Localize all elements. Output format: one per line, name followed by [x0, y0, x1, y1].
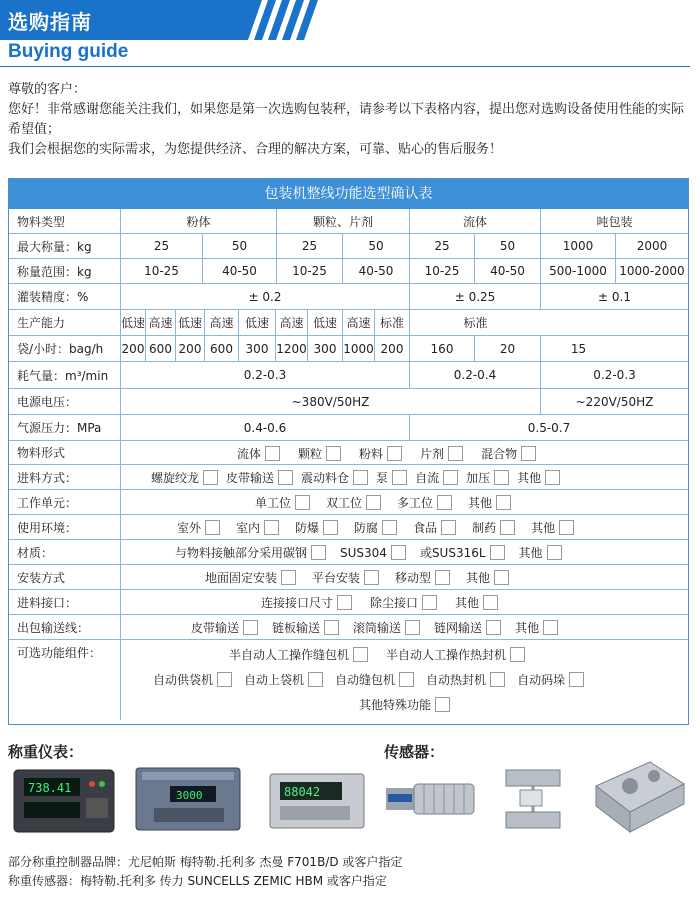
- option-component-label: 半自动人工操作热封机: [386, 647, 507, 662]
- intro-body: 您好！非常感谢您能关注我们，如果您是第一次选购包装秤，请参考以下表格内容，提出您对选购设备使用性能的实际希望值；: [8, 102, 685, 137]
- unit-option-checkbox[interactable]: [496, 495, 511, 510]
- form-option-label: 片剂: [420, 446, 445, 461]
- env-option-label: 制药: [472, 521, 497, 535]
- table-title: 包装机整线功能选型确认表: [9, 179, 688, 209]
- port-option-label: 其他: [455, 596, 480, 610]
- intro-closing: 我们会根据您的实际需求，为您提供经济、合理的解决方案，可靠、贴心的售后服务！: [8, 142, 503, 157]
- option-component-label: 其他特殊功能: [359, 697, 432, 712]
- install-row-label: 安装方式: [9, 565, 121, 589]
- form-option-checkbox[interactable]: [448, 446, 463, 461]
- accuracy-cell: ± 0.25: [410, 284, 541, 309]
- output-row-label: 出包输送线：: [9, 615, 121, 639]
- env-row-label: 使用环境：: [9, 515, 121, 539]
- max-weight-cell: 25: [277, 234, 343, 258]
- range-cell: 500-1000: [541, 259, 616, 283]
- feed-option-label: 自流: [415, 471, 440, 485]
- option-component-checkbox[interactable]: [435, 697, 450, 712]
- bags-cell: 1000: [343, 336, 375, 361]
- form-option-checkbox[interactable]: [387, 446, 402, 461]
- unit-option-checkbox[interactable]: [295, 495, 310, 510]
- option-component-checkbox[interactable]: [399, 672, 414, 687]
- form-option-label: 混合物: [481, 446, 518, 461]
- weighing-indicator-3-image: [268, 770, 368, 834]
- max-weight-row: [9, 234, 688, 259]
- shear-beam-sensor-image: [590, 756, 688, 836]
- feed-option-label: 螺旋绞龙: [151, 471, 200, 485]
- unit-row-label: 工作单元：: [9, 490, 121, 514]
- options-row: [9, 640, 688, 720]
- controller-brands: 部分称重控制器品牌：尤尼帕斯 梅特勒.托利多 杰曼 F701B/D 或客户指定: [8, 855, 403, 869]
- intro-greeting: 尊敬的客户：: [8, 82, 87, 97]
- install-option-checkbox[interactable]: [435, 570, 450, 585]
- unit-option-label: 其他: [468, 496, 493, 510]
- max-weight-cell: 2000: [636, 239, 668, 253]
- max-weight-cell: 25: [410, 234, 475, 258]
- feed-option-checkbox[interactable]: [545, 470, 560, 485]
- capacity-row-label: 生产能力: [9, 310, 121, 335]
- pressure-cell: 0.4-0.6: [121, 415, 410, 440]
- power-cell: ~380V/50HZ: [121, 389, 541, 414]
- weighing-indicator-1-image: [12, 768, 117, 836]
- bags-cell: 20: [475, 336, 541, 361]
- speed-cell: 标准: [375, 310, 410, 335]
- output-option-checkbox[interactable]: [543, 620, 558, 635]
- form-row-label: 物料形式: [9, 441, 121, 464]
- range-row-label: 称量范围：kg: [9, 259, 121, 283]
- option-component-label: 自动缝包机: [335, 672, 396, 687]
- speed-cell: 高速: [205, 310, 239, 335]
- feed-option-checkbox[interactable]: [278, 470, 293, 485]
- option-component-label: 自动供袋机: [153, 672, 214, 687]
- accuracy-cell: ± 0.2: [121, 284, 410, 309]
- bags-cell: 200: [121, 336, 146, 361]
- air-cell: 0.2-0.3: [593, 368, 636, 382]
- feed-option-checkbox[interactable]: [353, 470, 368, 485]
- power-row: [9, 389, 688, 415]
- form-option-label: 颗粒: [298, 446, 323, 461]
- unit-option-checkbox[interactable]: [437, 495, 452, 510]
- material-option-checkbox[interactable]: [490, 545, 505, 560]
- option-component-checkbox[interactable]: [217, 672, 232, 687]
- option-component-label: 自动码垛: [517, 672, 566, 687]
- option-component-label: 自动热封机: [426, 672, 487, 687]
- range-cell: 40-50: [475, 259, 541, 283]
- feed-option-label: 其他: [517, 471, 542, 485]
- accuracy-row-label: 灌装精度：%: [9, 284, 121, 309]
- material-type-row: [9, 209, 688, 234]
- option-component-checkbox[interactable]: [353, 647, 368, 662]
- env-option-label: 其他: [531, 521, 556, 535]
- option-component-checkbox[interactable]: [308, 672, 323, 687]
- feed-option-label: 震动料仓: [301, 471, 350, 485]
- bags-cell: 300: [239, 336, 276, 361]
- pressure-cell: 0.5-0.7: [527, 420, 571, 435]
- material-option-label: 与物料接触部分采用碳钢: [175, 546, 308, 560]
- feed-option-checkbox[interactable]: [494, 470, 509, 485]
- install-option-label: 平台安装: [312, 571, 361, 585]
- speed-cell: 高速: [276, 310, 308, 335]
- output-option-label: 滚筒输送: [353, 621, 402, 635]
- env-option-label: 室外: [177, 521, 202, 535]
- material-option-label: 或SUS316L: [419, 546, 486, 560]
- sensors-title: 传感器：: [384, 743, 445, 761]
- form-option-checkbox[interactable]: [326, 446, 341, 461]
- material-type-row-label: 物料类型: [9, 209, 121, 233]
- material-type-cell: 流体: [410, 209, 541, 233]
- weighing-indicator-2-image: [134, 764, 244, 836]
- env-option-checkbox[interactable]: [323, 520, 338, 535]
- install-option-checkbox[interactable]: [281, 570, 296, 585]
- bags-cell: 1200: [276, 336, 308, 361]
- option-component-label: 半自动人工操作缝包机: [229, 647, 350, 662]
- material-type-cell: 颗粒、片剂: [277, 209, 410, 233]
- s-type-sensor-image: [502, 766, 564, 832]
- feed-row-label: 进料方式：: [9, 465, 121, 489]
- option-component-checkbox[interactable]: [490, 672, 505, 687]
- install-option-label: 其他: [466, 571, 491, 585]
- env-option-label: 食品: [413, 521, 438, 535]
- max-weight-cell: 25: [121, 234, 203, 258]
- speed-cell: 低速: [239, 310, 276, 335]
- instruments-title: 称重仪表：: [8, 743, 84, 761]
- bags-cell: 200: [375, 336, 410, 361]
- env-row: [9, 515, 688, 540]
- material-type-cell: 粉体: [121, 209, 277, 233]
- power-cell: ~220V/50HZ: [575, 394, 654, 409]
- indicator-1-display: 738.41: [28, 781, 72, 795]
- header-divider: [0, 66, 690, 67]
- feed-option-label: 皮带输送: [226, 471, 275, 485]
- install-option-label: 移动型: [395, 571, 432, 585]
- indicator-3-display: 88042: [284, 785, 321, 799]
- accuracy-cell: ± 0.1: [598, 289, 631, 304]
- page-title: 选购指南: [8, 10, 92, 34]
- feed-option-checkbox[interactable]: [392, 470, 407, 485]
- form-option-label: 粉料: [359, 446, 384, 461]
- install-option-checkbox[interactable]: [364, 570, 379, 585]
- material-row-label: 材质：: [9, 540, 121, 564]
- env-option-checkbox[interactable]: [264, 520, 279, 535]
- env-option-label: 室内: [236, 521, 261, 535]
- form-option-label: 流体: [237, 446, 262, 461]
- output-option-label: 链网输送: [434, 621, 483, 635]
- range-row: [9, 259, 688, 284]
- output-option-checkbox[interactable]: [324, 620, 339, 635]
- env-option-checkbox[interactable]: [205, 520, 220, 535]
- material-option-label: SUS304: [340, 545, 387, 560]
- speed-cell: 高速: [343, 310, 375, 335]
- env-option-checkbox[interactable]: [500, 520, 515, 535]
- option-component-checkbox[interactable]: [510, 647, 525, 662]
- air-row-label: 耗气量：m³/min: [9, 362, 121, 388]
- env-option-checkbox[interactable]: [441, 520, 456, 535]
- feed-option-checkbox[interactable]: [203, 470, 218, 485]
- bags-cell: 300: [308, 336, 343, 361]
- speed-cell: 高速: [146, 310, 176, 335]
- env-option-checkbox[interactable]: [382, 520, 397, 535]
- material-option-checkbox[interactable]: [391, 545, 406, 560]
- unit-option-label: 单工位: [255, 496, 292, 510]
- max-weight-cell: 50: [343, 234, 410, 258]
- selection-table: [8, 178, 689, 725]
- port-option-checkbox[interactable]: [483, 595, 498, 610]
- material-row: [9, 540, 688, 565]
- range-cell: 10-25: [277, 259, 343, 283]
- port-row-label: 进料接口：: [9, 590, 121, 614]
- output-option-checkbox[interactable]: [486, 620, 501, 635]
- port-row: [9, 590, 688, 615]
- range-cell: 10-25: [121, 259, 203, 283]
- feed-option-checkbox[interactable]: [443, 470, 458, 485]
- port-option-checkbox[interactable]: [422, 595, 437, 610]
- port-option-checkbox[interactable]: [337, 595, 352, 610]
- bags-cell: 15: [570, 341, 587, 356]
- material-option-checkbox[interactable]: [547, 545, 562, 560]
- env-option-label: 防腐: [354, 521, 379, 535]
- range-cell: 40-50: [343, 259, 410, 283]
- unit-option-label: 多工位: [397, 496, 434, 510]
- material-option-checkbox[interactable]: [311, 545, 326, 560]
- range-cell: 10-25: [410, 259, 475, 283]
- feed-option-label: 泵: [376, 471, 389, 485]
- output-row: [9, 615, 688, 640]
- option-component-label: 自动上袋机: [244, 672, 305, 687]
- bags-cell: 160: [410, 336, 475, 361]
- unit-option-label: 双工位: [326, 496, 363, 510]
- env-option-label: 防爆: [295, 521, 320, 535]
- options-row-label: 可选功能组件：: [9, 640, 121, 720]
- form-option-checkbox[interactable]: [265, 446, 280, 461]
- max-weight-row-label: 最大称量：kg: [9, 234, 121, 258]
- port-option-label: 除尘接口: [370, 596, 419, 610]
- max-weight-cell: 50: [203, 234, 277, 258]
- max-weight-cell: 50: [475, 234, 541, 258]
- install-option-checkbox[interactable]: [494, 570, 509, 585]
- unit-option-checkbox[interactable]: [366, 495, 381, 510]
- form-row: [9, 441, 688, 465]
- bags-row: [9, 336, 688, 362]
- intro-text: [8, 80, 688, 160]
- accuracy-row: [9, 284, 688, 310]
- unit-row: [9, 490, 688, 515]
- speed-cell: 低速: [176, 310, 205, 335]
- env-option-checkbox[interactable]: [559, 520, 574, 535]
- speed-cell: 低速: [308, 310, 343, 335]
- material-option-label: 其他: [518, 546, 543, 560]
- bags-cell: 600: [205, 336, 239, 361]
- feed-option-label: 加压: [466, 471, 491, 485]
- capacity-row: [9, 310, 688, 336]
- header-banner: [0, 0, 700, 40]
- speed-cell: 低速: [121, 310, 146, 335]
- feed-row: [9, 465, 688, 490]
- air-cell: 0.2-0.3: [121, 362, 410, 388]
- output-option-label: 链板输送: [272, 621, 321, 635]
- page-subtitle: Buying guide: [8, 41, 129, 62]
- material-type-cell: 吨包装: [596, 214, 633, 229]
- max-weight-cell: 1000: [541, 234, 616, 258]
- output-option-label: 皮带输送: [191, 621, 240, 635]
- power-row-label: 电源电压：: [9, 389, 121, 414]
- install-row: [9, 565, 688, 590]
- range-cell: 40-50: [203, 259, 277, 283]
- install-option-label: 地面固定安装: [205, 571, 278, 585]
- bags-row-label: 袋/小时：bag/h: [9, 336, 121, 361]
- output-option-checkbox[interactable]: [405, 620, 420, 635]
- bellows-sensor-image: [382, 776, 492, 826]
- option-component-checkbox[interactable]: [569, 672, 584, 687]
- pressure-row: [9, 415, 688, 441]
- bags-cell: 200: [176, 336, 205, 361]
- air-cell: 0.2-0.4: [410, 362, 541, 388]
- air-row: [9, 362, 688, 389]
- range-cell: 1000-2000: [619, 264, 685, 278]
- speed-cell: 标准: [463, 316, 488, 330]
- pressure-row-label: 气源压力：MPa: [9, 415, 121, 440]
- bags-cell: 600: [146, 336, 176, 361]
- output-option-checkbox[interactable]: [243, 620, 258, 635]
- sensor-brands: 称重传感器：梅特勒.托利多 传力 SUNCELLS ZEMIC HBM 或客户指定: [8, 874, 387, 888]
- output-option-label: 其他: [515, 621, 540, 635]
- port-option-label: 连接接口尺寸: [261, 596, 334, 610]
- form-option-checkbox[interactable]: [521, 446, 536, 461]
- indicator-2-display: 3000: [176, 789, 203, 802]
